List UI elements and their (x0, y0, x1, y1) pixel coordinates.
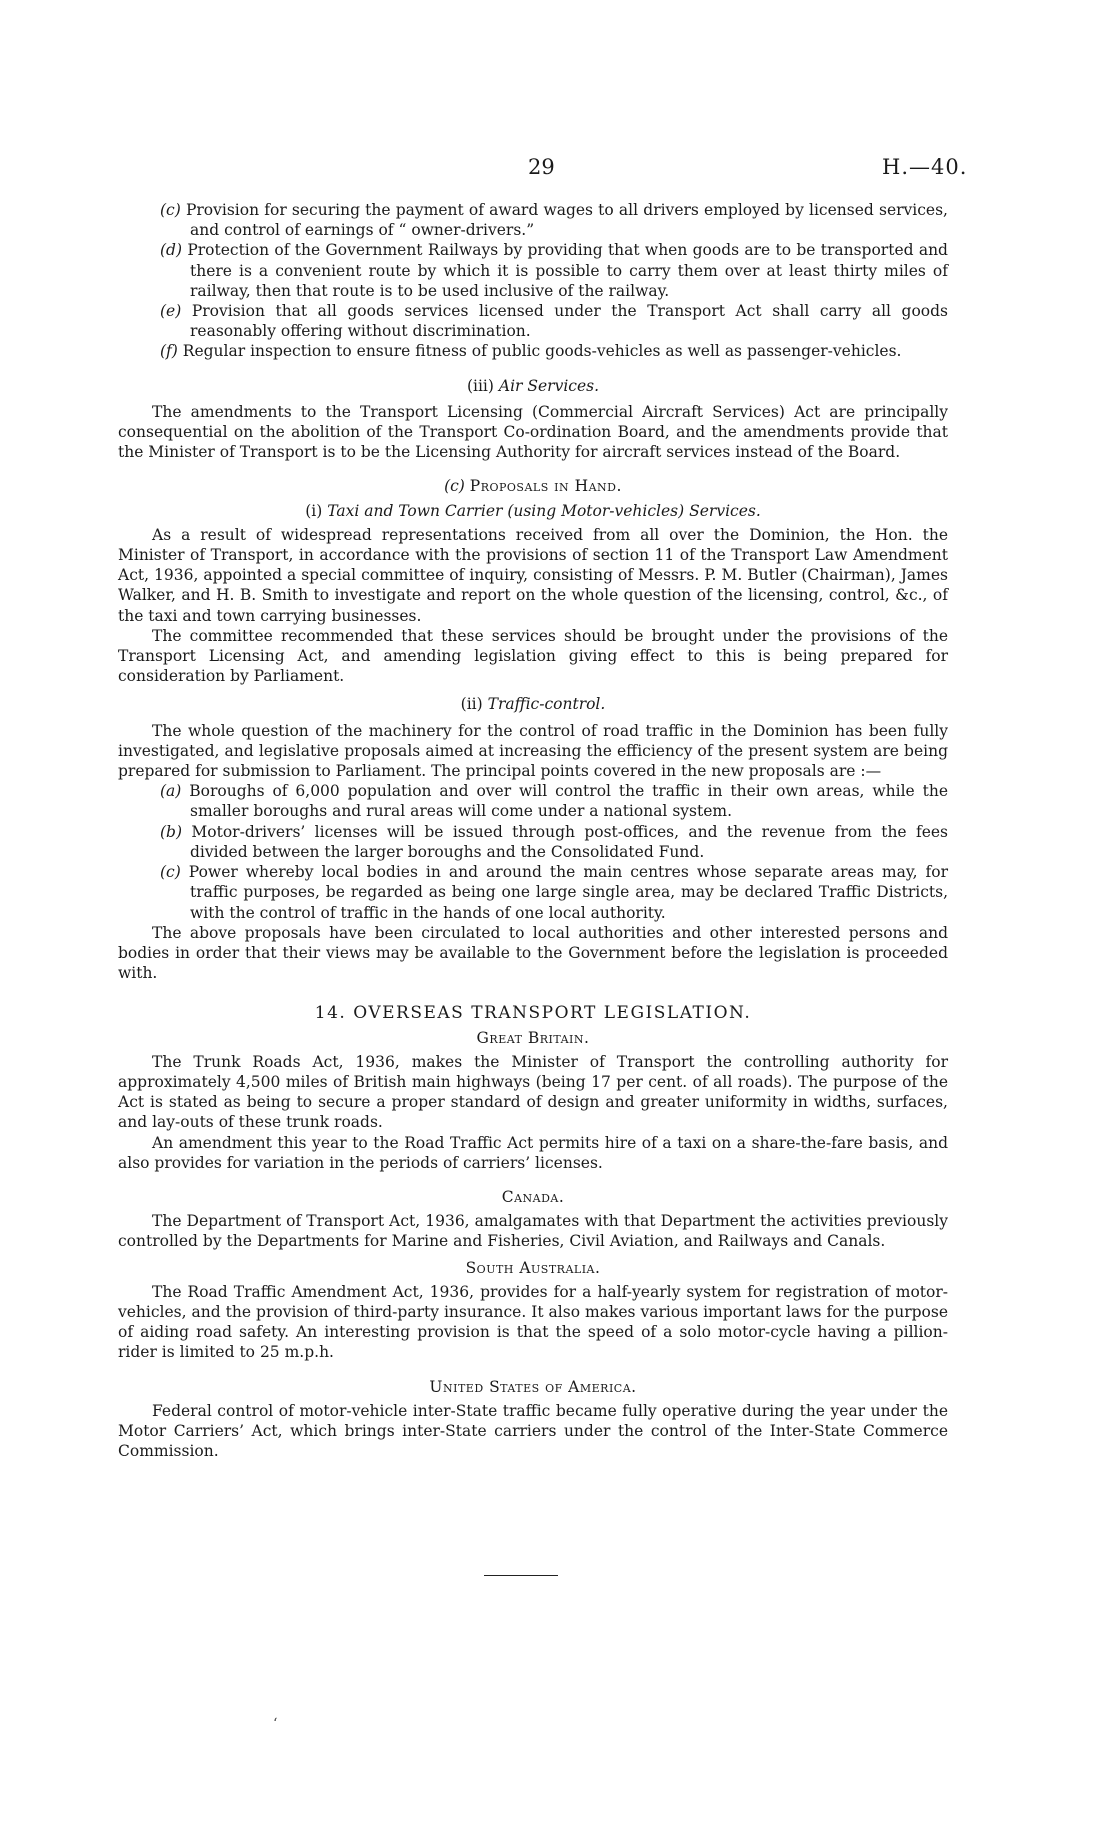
list-item (118, 862, 948, 923)
heading-title: Air Services. (498, 376, 600, 395)
main-text-column (118, 200, 948, 1461)
subsection-heading-traffic (118, 694, 948, 714)
document-reference: H.—40. (882, 155, 968, 179)
section-heading-overseas: 14. OVERSEAS TRANSPORT LEGISLATION. (314, 1003, 752, 1024)
paragraph: The whole question of the machinery for the control of road traffic in the Dominion has been fully investigated, and legislative proposals aimed at increasing the efficiency of the present system are being prepared for submission to Parliament. The principal points covered in the new proposals are :— (118, 721, 948, 781)
item-label: (d) (160, 241, 183, 260)
item-text: Protection of the Government Railways by providing that when goods are to be transported and there is a convenient route by which it is possible to carry them over at least thirty miles of railway, then that route is to be used inclusive of the railway. (187, 241, 948, 300)
heading-title: Proposals in Hand. (469, 477, 622, 496)
heading-label: (c) (444, 477, 465, 496)
item-label: (a) (160, 782, 182, 801)
heading-title: Taxi and Town Carrier (using Motor-vehicles) Services. (327, 501, 761, 520)
paragraph: The Road Traffic Amendment Act, 1936, provides for a half-yearly system for registration of motor-vehicles, and the provision of third-party insurance. It also makes various important laws for the purpose of aiding road safety. An interesting provision is that the speed of a solo motor-cycle having a pillion-rider is limited to 25 m.p.h. (118, 1282, 948, 1362)
heading-number: (ii) (460, 695, 483, 714)
list-item (118, 822, 948, 862)
list-item (118, 200, 948, 240)
list-item (118, 781, 948, 821)
heading-number: (i) (305, 501, 323, 520)
subsection-heading-taxi (118, 501, 948, 521)
item-text: Regular inspection to ensure fitness of public goods-vehicles as well as passenger-vehicles. (182, 342, 902, 361)
country-heading-south-australia: South Australia. (465, 1258, 601, 1277)
paragraph: The committee recommended that these services should be brought under the provisions of the Transport Licensing Act, and amending legislation giving effect to this is being prepared for consideration by Parliament. (118, 626, 948, 686)
paragraph: Federal control of motor-vehicle inter-State traffic became fully operative during the year under the Motor Carriers’ Act, which brings inter-State carriers under the control of the Inter-State Commerce Commission. (118, 1401, 948, 1461)
stray-mark: ʻ (273, 1716, 278, 1732)
item-text: Motor-drivers’ licenses will be issued through post-offices, and the revenue from the fees divided between the larger boroughs and the Consolidated Fund. (190, 822, 948, 861)
page-number: 29 (528, 155, 555, 179)
list-item (118, 341, 948, 361)
item-label: (c) (160, 863, 181, 882)
paragraph: The Department of Transport Act, 1936, amalgamates with that Department the activities previously controlled by the Departments for Marine and Fisheries, Civil Aviation, and Railways and Canals. (118, 1212, 948, 1251)
section-heading-air (118, 376, 948, 396)
item-text: Provision that all goods services licensed under the Transport Act shall carry all goods reasonably offering without discrimination. (190, 302, 948, 341)
paragraph: The above proposals have been circulated to local authorities and other interested persons and bodies in order that their views may be available to the Government before the legislation is proceeded with. (118, 923, 948, 983)
item-text: Power whereby local bodies in and around the main centres whose separate areas may, for traffic purposes, be regarded as being one large single area, may be declared Traffic Districts, with the control of traffic in the hands of one local authority. (188, 863, 948, 922)
country-heading-canada: Canada. (501, 1187, 565, 1206)
paragraph: The amendments to the Transport Licensing (Commercial Aircraft Services) Act are principally consequential on the abolition of the Transport Co-ordination Board, and the amendments provide that the Minister of Transport is to be the Licensing Authority for aircraft services instead of the Board. (118, 402, 948, 462)
list-item (118, 240, 948, 301)
section-heading-proposals (118, 476, 948, 496)
item-label: (b) (160, 822, 183, 841)
list-item (118, 301, 948, 341)
item-label: (e) (160, 302, 182, 321)
paragraph: The Trunk Roads Act, 1936, makes the Minister of Transport the controlling authority for approximately 4,500 miles of British main highways (being 17 per cent. of all roads). The purpose of the Act is stated as being to secure a proper standard of design and greater uniformity in widths, surfaces, and lay-outs of these trunk roads. (118, 1052, 948, 1132)
item-text: Provision for securing the payment of award wages to all drivers employed by licensed services, and control of earnings of “ owner-drivers.” (185, 201, 948, 240)
heading-number: (iii) (466, 376, 494, 395)
paragraph: As a result of widespread representations received from all over the Dominion, the Hon. the Minister of Transport, in accordance with the provisions of section 11 of the Transport Law Amendment Act, 1936, appointed a special committee of inquiry, consisting of Messrs. P. M. Butler (Chairman), James Walker, and H. B. Smith to investigate and report on the whole question of the licensing, control, &c., of the taxi and town carrying businesses. (118, 525, 948, 625)
country-heading-usa: United States of America. (429, 1377, 637, 1396)
heading-title: Traffic-control. (487, 695, 606, 714)
end-rule (484, 1575, 558, 1576)
paragraph: An amendment this year to the Road Traffic Act permits hire of a taxi on a share-the-fare basis, and also provides for variation in the periods of carriers’ licenses. (118, 1133, 948, 1172)
country-heading-great-britain: Great Britain. (476, 1028, 590, 1047)
item-text: Boroughs of 6,000 population and over will control the traffic in their own areas, while the smaller boroughs and rural areas will come under a national system. (189, 782, 948, 821)
item-label: (c) (160, 201, 181, 219)
item-label: (f) (160, 342, 178, 361)
